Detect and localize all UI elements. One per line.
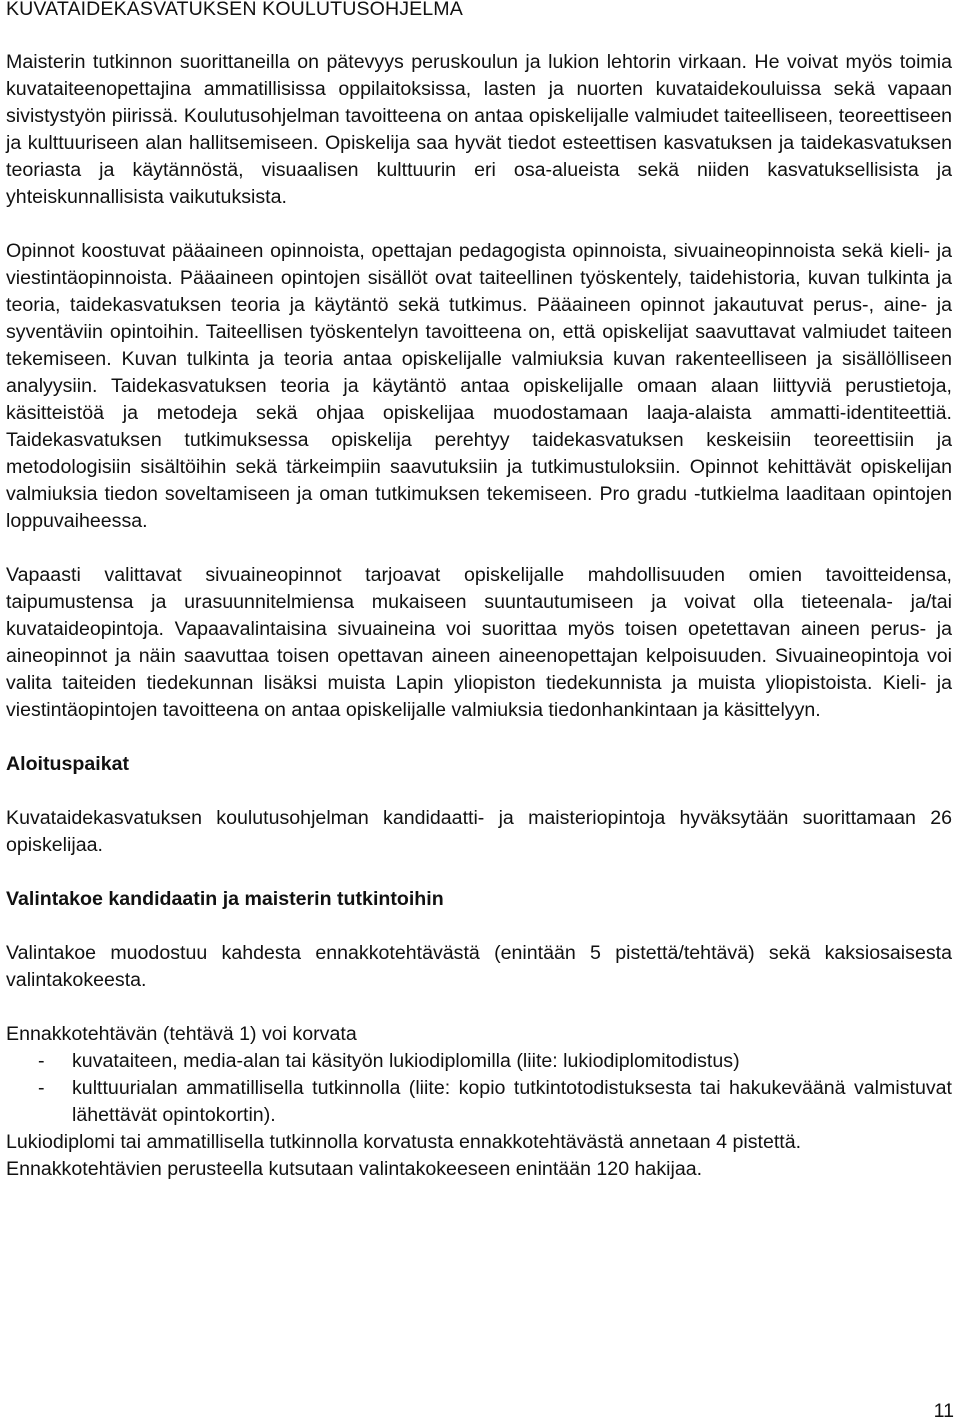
task-intro: Ennakkotehtävän (tehtävä 1) voi korvata <box>6 1023 357 1045</box>
note-points: Lukiodiplomi tai ammatillisella tutkinnolla korvatusta ennakkotehtävästä annetaan 4 pistettä. <box>6 1131 802 1153</box>
dash-marker: - <box>38 1050 45 1072</box>
list-item <box>6 1048 952 1075</box>
places-text: Kuvataidekasvatuksen koulutusohjelman kandidaatti- ja maisteriopintoja hyväksytään suorittamaan 26 opiskelijaa. <box>6 807 952 856</box>
note-invites: Ennakkotehtävien perusteella kutsutaan valintakokeeseen enintään 120 hakijaa. <box>6 1158 703 1180</box>
electives-paragraph: Vapaasti valittavat sivuaineopinnot tarjoavat opiskelijalle mahdollisuuden omien tavoitteidensa, taipumustensa ja urasuunnitelmiensa mukaiseen suuntautumiseen ja voivat olla tieteenala- ja/tai kuvataideopintoja. Vapaavalintaisina sivuaineina voi suorittaa myös toisen opetettavan aineen perus- ja aineopinnot ja näin saavuttaa toisen opettavan aineen aineenopettajan kelpoisuuden. Sivuaineopintoja voi valita taiteiden tiedekunnan lisäksi muista Lapin yliopiston tiedekunnista ja muista yliopistoista. Kieli- ja viestintäopintojen tavoitteena on antaa opiskelijalle valmiuksia tiedonhankintaan ja käsittelyyn. <box>6 564 952 721</box>
list-item <box>6 1075 952 1129</box>
entrance-text: Valintakoe muodostuu kahdesta ennakkotehtävästä (enintään 5 pistettä/tehtävä) sekä kaksiosaisesta valintakokeesta. <box>6 942 952 991</box>
document-title: KUVATAIDEKASVATUKSEN KOULUTUSOHJELMA <box>6 0 463 20</box>
page-number: 11 <box>933 1400 954 1422</box>
entrance-heading: Valintakoe kandidaatin ja maisterin tutkintoihin <box>6 888 444 910</box>
list-item-text: kuvataiteen, media-alan tai käsityön lukiodiplomilla (liite: lukiodiplomitodistus) <box>72 1050 740 1072</box>
places-heading: Aloituspaikat <box>6 753 130 775</box>
intro-paragraph: Maisterin tutkinnon suorittaneilla on pätevyys peruskoulun ja lukion lehtorin virkaan. He voivat myös toimia kuvataiteenopettajina ammatillisissa oppilaitoksissa, lasten ja nuorten kuvataidekouluissa sekä vapaan sivistystyön piirissä. Koulutusohjelman tavoitteena on antaa opiskelijalle valmiudet taiteelliseen, teoreettiseen ja kulttuuriseen alan hallitsemiseen. Opiskelija saa hyvät tiedot esteettisen kasvatuksen ja taidekasvatuksen teoriasta ja käytännöstä, visuaalisen kulttuurin eri osa-alueista sekä niiden kasvatuksellisista ja yhteiskunnallisista vaikutuksista. <box>6 51 952 208</box>
document-page <box>6 0 952 1183</box>
dash-marker: - <box>38 1077 45 1099</box>
replacement-list <box>6 1048 952 1129</box>
studies-paragraph: Opinnot koostuvat pääaineen opinnoista, opettajan pedagogista opinnoista, sivuaineopinnoista sekä kieli- ja viestintäopinnoista. Pääaineen opintojen sisällöt ovat taiteellinen työskentely, taidehistoria, kuvan tulkinta ja teoria, taidekasvatuksen teoria ja käytäntö sekä tutkimus. Pääaineen opinnot jakautuvat perus-, aine- ja syventäviin opintoihin. Taiteellisen työskentelyn tavoitteena on, että opiskelijat saavuttavat valmiudet taiteen tekemiseen. Kuvan tulkinta ja teoria antaa opiskelijalle valmiuksia kuvan rakenteelliseen ja sisällölliseen analyysiin. Taidekasvatuksen teoria ja käytäntö antaa opiskelijalle omaan alaan liittyviä perustietoja, käsitteistöä ja metodeja sekä ohjaa opiskelijaa muodostamaan laaja-alaista ammatti-identiteettiä. Taidekasvatuksen tutkimuksessa opiskelija perehtyy taidekasvatuksen keskeisiin teoreettisiin ja metodologisiin sisältöihin sekä tärkeimpiin saavutuksiin ja tutkimustuloksiin. Opinnot kehittävät opiskelijan valmiuksia tiedon soveltamiseen ja oman tutkimuksen tekemiseen. Pro gradu -tutkielma laaditaan opintojen loppuvaiheessa. <box>6 240 952 532</box>
list-item-text: kulttuurialan ammatillisella tutkinnolla (liite: kopio tutkintotodistuksesta tai hakukeväänä valmistuvat lähettävät opintokortin). <box>72 1077 952 1126</box>
